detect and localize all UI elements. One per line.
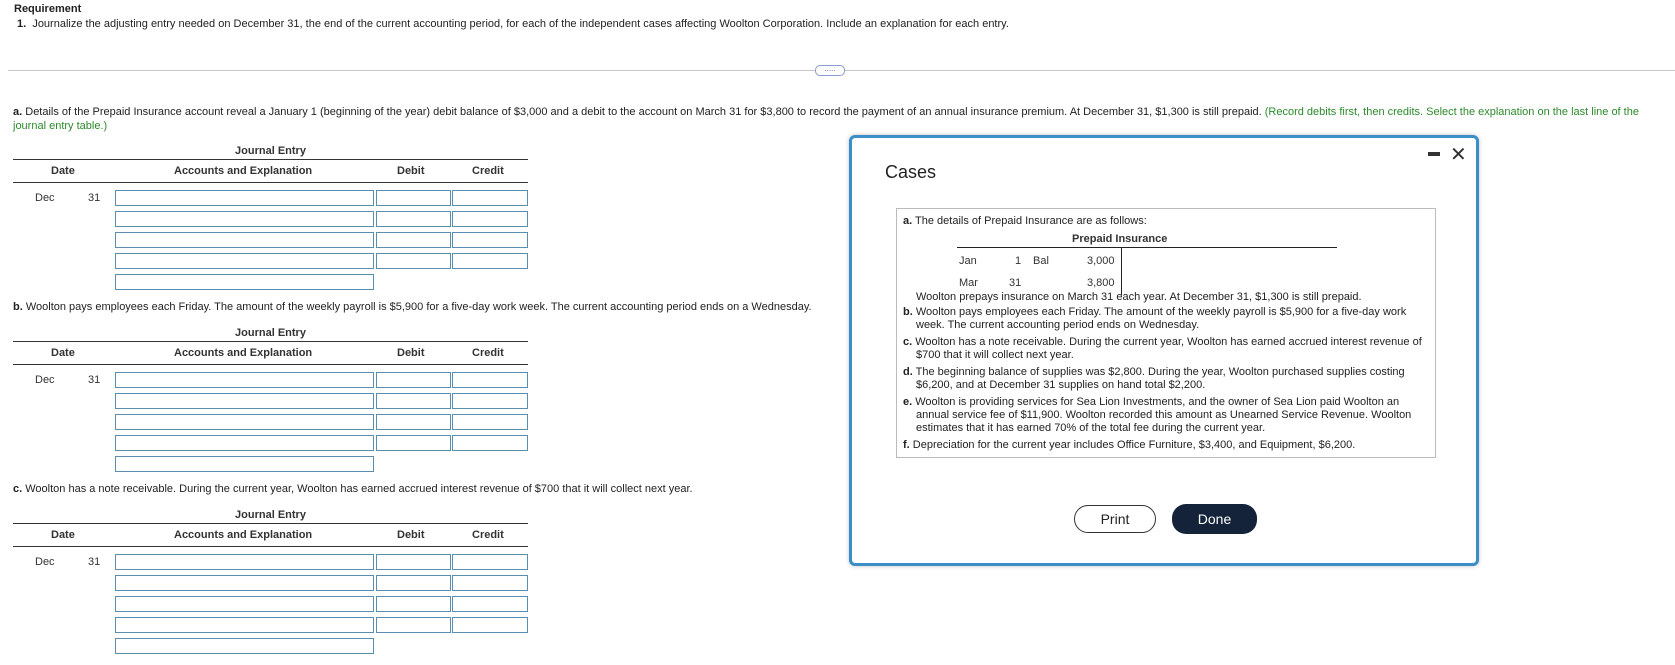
- header-credit: Credit: [472, 347, 504, 359]
- case-a-letter: a.: [903, 215, 913, 227]
- header-date: Date: [51, 347, 75, 359]
- case-f-letter: f.: [903, 439, 910, 451]
- minus-icon[interactable]: [1428, 152, 1440, 156]
- date-day: 31: [88, 556, 101, 568]
- case-f-item: [903, 439, 1423, 452]
- case-e-line2: annual service fee of $11,900. Woolton recorded this amount as Unearned Service Revenue. Woolton: [916, 409, 1412, 421]
- header-accounts: Accounts and Explanation: [174, 165, 313, 177]
- t-row-1-day: 1: [1015, 255, 1022, 267]
- t-row-1-note: Bal: [1033, 255, 1049, 267]
- case-a-tail: Woolton prepays insurance on March 31 each year. At December 31, $1,300 is still prepaid.: [916, 291, 1362, 303]
- journal-row: [13, 370, 528, 391]
- t-row-1-month: Jan: [959, 255, 977, 267]
- case-d-line1: The beginning balance of supplies was $2,800. During the year, Woolton purchased supplies costing: [915, 366, 1405, 378]
- t-row-2-amount: 3,800: [1087, 277, 1115, 289]
- case-b-line1: Woolton pays employees each Friday. The amount of the weekly payroll is $5,900 for a five-day work: [915, 306, 1407, 318]
- credit-input[interactable]: [452, 253, 528, 269]
- account-input[interactable]: [115, 253, 374, 269]
- journal-row: [13, 594, 528, 615]
- debit-input[interactable]: [376, 393, 451, 409]
- case-d-line2: $6,200, and at December 31 supplies on hand total $2,200.: [916, 379, 1206, 391]
- account-input[interactable]: [115, 190, 374, 206]
- journal-row: [13, 412, 528, 433]
- credit-input[interactable]: [452, 435, 528, 451]
- t-account-center-line: [1121, 247, 1122, 295]
- header-credit: Credit: [472, 165, 504, 177]
- date-month: Dec: [35, 374, 55, 386]
- requirement-text: Journalize the adjusting entry needed on December 31, the end of the current accounting period, for each of the independent cases affecting Woolton Corporation. Include an explanation for each entry.: [32, 18, 1009, 30]
- header-accounts: Accounts and Explanation: [174, 347, 313, 359]
- case-a-letter: a.: [13, 106, 23, 118]
- date-month: Dec: [35, 192, 55, 204]
- case-b-letter: b.: [903, 306, 913, 318]
- journal-row: [13, 433, 528, 454]
- credit-input[interactable]: [452, 554, 528, 570]
- case-b-line2: week. The current accounting period ends on Wednesday.: [916, 319, 1200, 331]
- case-d-letter: d.: [903, 366, 913, 378]
- case-c-item: [903, 336, 1423, 362]
- case-b-item: [903, 306, 1423, 332]
- case-b-description: [13, 300, 833, 314]
- credit-input[interactable]: [452, 211, 528, 227]
- journal-title: Journal Entry: [235, 327, 306, 339]
- journal-entry-c: [13, 507, 528, 657]
- journal-row: [13, 573, 528, 594]
- t-account-title: Prepaid Insurance: [1072, 233, 1168, 245]
- case-b-text: Woolton pays employees each Friday. The amount of the weekly payroll is $5,900 for a five-day work week. The current accounting period ends on a Wednesday.: [25, 301, 812, 313]
- case-c-description: [13, 482, 833, 496]
- journal-row: [13, 552, 528, 573]
- case-a-intro: [903, 215, 1147, 228]
- account-input[interactable]: [115, 554, 374, 570]
- account-input[interactable]: [115, 575, 374, 591]
- date-day: 31: [88, 192, 101, 204]
- expand-toggle-button[interactable]: .....: [815, 65, 845, 76]
- journal-row: [13, 251, 528, 272]
- explanation-input[interactable]: [115, 274, 374, 290]
- credit-input[interactable]: [452, 414, 528, 430]
- journal-row: [13, 230, 528, 251]
- requirement-title: Requirement: [14, 3, 82, 15]
- header-date: Date: [51, 165, 75, 177]
- credit-input[interactable]: [452, 372, 528, 388]
- case-e-line1: Woolton is providing services for Sea Lion Investments, and the owner of Sea Lion paid Woolton an: [915, 396, 1400, 408]
- account-input[interactable]: [115, 232, 374, 248]
- journal-header: [13, 159, 528, 183]
- case-c-line1: Woolton has a note receivable. During the current year, Woolton has earned accrued interest revenue of: [915, 336, 1422, 348]
- case-c-letter: c.: [903, 336, 913, 348]
- journal-row-explanation: [13, 454, 528, 475]
- journal-entry-b: [13, 325, 528, 475]
- debit-input[interactable]: [376, 617, 451, 633]
- debit-input[interactable]: [376, 232, 451, 248]
- header-debit: Debit: [397, 529, 425, 541]
- debit-input[interactable]: [376, 372, 451, 388]
- journal-entry-a: [13, 143, 528, 293]
- account-input[interactable]: [115, 435, 374, 451]
- header-credit: Credit: [472, 529, 504, 541]
- case-c-letter: c.: [13, 483, 23, 495]
- credit-input[interactable]: [452, 617, 528, 633]
- debit-input[interactable]: [376, 414, 451, 430]
- case-a-description: [13, 105, 1653, 133]
- date-month: Dec: [35, 556, 55, 568]
- case-f-line1: Depreciation for the current year includes Office Furniture, $3,400, and Equipment, $6,200.: [912, 439, 1356, 451]
- case-e-letter: e.: [903, 396, 913, 408]
- header-debit: Debit: [397, 347, 425, 359]
- credit-input[interactable]: [452, 232, 528, 248]
- dialog-title: Cases: [885, 162, 937, 182]
- case-a-text: Details of the Prepaid Insurance account reveal a January 1 (beginning of the year) debit balance of $3,000 and a debit to the account on March 31 for $3,800 to record the payment of an annual insurance premium. At December 31, $1,300 is still prepaid.: [25, 106, 1262, 118]
- account-input[interactable]: [115, 372, 374, 388]
- done-button[interactable]: Done: [1172, 504, 1257, 534]
- debit-input[interactable]: [376, 211, 451, 227]
- journal-row-explanation: [13, 636, 528, 657]
- journal-row: [13, 391, 528, 412]
- journal-row-explanation: [13, 272, 528, 293]
- journal-title: Journal Entry: [235, 509, 306, 521]
- debit-input[interactable]: [376, 596, 451, 612]
- header-debit: Debit: [397, 165, 425, 177]
- case-a-instruction-cont: journal entry table.): [13, 120, 108, 132]
- requirement-item: [17, 18, 1009, 30]
- debit-input[interactable]: [376, 575, 451, 591]
- t-account-top-line: [957, 247, 1337, 248]
- debit-input[interactable]: [376, 435, 451, 451]
- journal-row: [13, 209, 528, 230]
- debit-input[interactable]: [376, 190, 451, 206]
- journal-header: [13, 523, 528, 547]
- account-input[interactable]: [115, 414, 374, 430]
- account-input[interactable]: [115, 211, 374, 227]
- case-e-item: [903, 396, 1423, 435]
- credit-input[interactable]: [452, 190, 528, 206]
- account-input[interactable]: [115, 617, 374, 633]
- case-d-item: [903, 366, 1423, 392]
- account-input[interactable]: [115, 393, 374, 409]
- case-b-letter: b.: [13, 301, 23, 313]
- close-icon[interactable]: ✕: [1450, 144, 1467, 166]
- credit-input[interactable]: [452, 393, 528, 409]
- t-row-2-month: Mar: [959, 277, 978, 289]
- account-input[interactable]: [115, 596, 374, 612]
- t-row-1-amount: 3,000: [1087, 255, 1115, 267]
- cases-content-box: [896, 208, 1436, 458]
- explanation-input[interactable]: [115, 456, 374, 472]
- header-date: Date: [51, 529, 75, 541]
- journal-header: [13, 341, 528, 365]
- print-button[interactable]: Print: [1074, 505, 1156, 533]
- explanation-input[interactable]: [115, 638, 374, 654]
- debit-input[interactable]: [376, 554, 451, 570]
- header-accounts: Accounts and Explanation: [174, 529, 313, 541]
- case-a-instruction: (Record debits first, then credits. Select the explanation on the last line of the: [1264, 106, 1639, 118]
- credit-input[interactable]: [452, 596, 528, 612]
- requirement-number: 1.: [17, 18, 27, 30]
- journal-row: [13, 188, 528, 209]
- credit-input[interactable]: [452, 575, 528, 591]
- cases-dialog: [849, 135, 1479, 566]
- date-day: 31: [88, 374, 101, 386]
- case-a-intro-text: The details of Prepaid Insurance are as follows:: [915, 215, 1147, 227]
- debit-input[interactable]: [376, 253, 451, 269]
- t-row-2-day: 31: [1009, 277, 1022, 289]
- journal-row: [13, 615, 528, 636]
- journal-title: Journal Entry: [235, 145, 306, 157]
- case-c-text: Woolton has a note receivable. During the current year, Woolton has earned accrued interest revenue of $700 that it will collect next year.: [25, 483, 693, 495]
- case-e-line3: estimates that it has earned 70% of the total fee during the current year.: [916, 422, 1266, 434]
- case-c-line2: $700 that it will collect next year.: [916, 349, 1074, 361]
